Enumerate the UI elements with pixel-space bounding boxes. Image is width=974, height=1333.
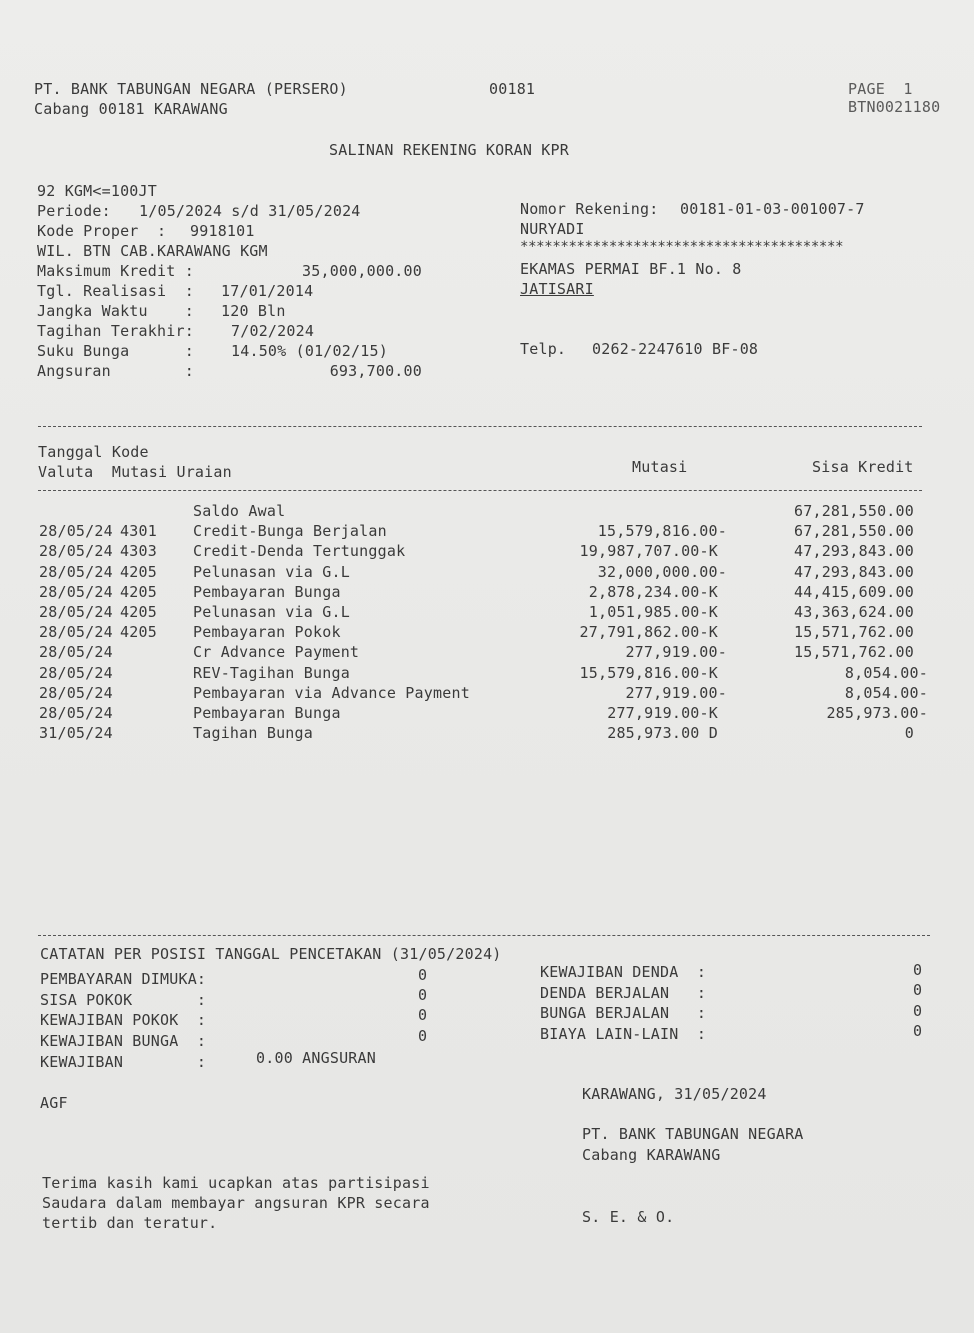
row-sisa: 285,973.00-: [826, 704, 928, 722]
masked-separator: ****************************************: [520, 239, 844, 255]
row-sisa: 8,054.00-: [844, 684, 928, 702]
tgl-realisasi-value: 17/01/2014: [221, 282, 314, 300]
page-number: PAGE 1: [848, 80, 913, 98]
row-date: 28/05/24: [39, 563, 113, 581]
row-date: 28/05/24: [39, 583, 113, 601]
row-sisa: 44,415,609.00: [794, 583, 914, 601]
signature-bank-name: PT. BANK TABUNGAN NEGARA: [582, 1125, 804, 1143]
nomor-rekening-value: 00181-01-03-001007-7: [680, 200, 865, 218]
row-code: 4205: [120, 583, 157, 601]
kode-proper-label: Kode Proper :: [37, 222, 167, 240]
row-desc: REV-Tagihan Bunga: [193, 664, 350, 682]
row-desc: Tagihan Bunga: [193, 724, 313, 742]
periode-label: Periode:: [37, 202, 111, 220]
wilayah: WIL. BTN CAB.KARAWANG KGM: [37, 242, 268, 260]
row-date: 28/05/24: [39, 522, 113, 540]
row-sisa: 67,281,550.00: [794, 522, 914, 540]
separator-head: [38, 490, 922, 491]
customer-name: NURYADI: [520, 220, 585, 238]
kewajiban-label: KEWAJIBAN :: [40, 1053, 207, 1071]
branch-name: Cabang 00181 KARAWANG: [34, 100, 228, 118]
row-desc: Pelunasan via G.L: [193, 563, 350, 581]
row-mutasi: 285,973.00 D: [607, 724, 718, 742]
row-desc: Saldo Awal: [193, 502, 286, 520]
row-sisa: 0: [904, 724, 914, 742]
separator-top: [38, 426, 922, 427]
table-head-line1: Tanggal Kode: [38, 443, 149, 461]
row-sisa: 47,293,843.00: [794, 563, 914, 581]
separator-catatan: [38, 935, 930, 936]
tagihan-terakhir-label: Tagihan Terakhir:: [37, 322, 194, 340]
thanks-line3: tertib dan teratur.: [42, 1214, 218, 1232]
thanks-line1: Terima kasih kami ucapkan atas partisipasi: [42, 1174, 430, 1192]
kewajiban-denda-value: 0: [913, 961, 923, 979]
row-mutasi: 277,919.00-K: [607, 704, 718, 722]
table-head-mutasi: Mutasi: [632, 458, 688, 476]
row-mutasi: 2,878,234.00-K: [588, 583, 718, 601]
row-mutasi: 19,987,707.00-K: [579, 542, 718, 560]
table-head-sisa-kredit: Sisa Kredit: [812, 458, 914, 476]
row-desc: Cr Advance Payment: [193, 643, 360, 661]
kewajiban-denda-label: KEWAJIBAN DENDA :: [540, 963, 707, 981]
sisa-pokok-value: 0: [418, 986, 428, 1004]
telp-value: 0262-2247610 BF-08: [592, 340, 759, 358]
tgl-realisasi-label: Tgl. Realisasi :: [37, 282, 194, 300]
row-sisa: 15,571,762.00: [794, 643, 914, 661]
pembayaran-dimuka-label: PEMBAYARAN DIMUKA:: [40, 970, 207, 988]
row-sisa: 8,054.00-: [844, 664, 928, 682]
row-mutasi: 277,919.00-: [625, 684, 727, 702]
row-desc: Pembayaran Bunga: [193, 583, 341, 601]
maksimum-kredit-value: 35,000,000.00: [302, 262, 422, 280]
row-code: 4303: [120, 542, 157, 560]
row-mutasi: 15,579,816.00-K: [579, 664, 718, 682]
row-sisa: 67,281,550.00: [794, 502, 914, 520]
row-desc: Credit-Denda Tertunggak: [193, 542, 406, 560]
kode-proper-value: 9918101: [190, 222, 255, 240]
bank-name: PT. BANK TABUNGAN NEGARA (PERSERO): [34, 80, 348, 98]
row-desc: Credit-Bunga Berjalan: [193, 522, 387, 540]
row-sisa: 15,571,762.00: [794, 623, 914, 641]
denda-berjalan-value: 0: [913, 981, 923, 999]
kewajiban-value: 0.00 ANGSURAN: [256, 1049, 376, 1067]
sisa-pokok-label: SISA POKOK :: [40, 991, 207, 1009]
customer-address-line2: JATISARI: [520, 280, 594, 298]
suku-bunga-value: 14.50% (01/02/15): [231, 342, 388, 360]
row-date: 28/05/24: [39, 643, 113, 661]
row-mutasi: 27,791,862.00-K: [579, 623, 718, 641]
angsuran-value: 693,700.00: [329, 362, 422, 380]
row-desc: Pembayaran Pokok: [193, 623, 341, 641]
errors-omissions: S. E. & O.: [582, 1208, 675, 1226]
place-date: KARAWANG, 31/05/2024: [582, 1085, 767, 1103]
periode-value: 1/05/2024 s/d 31/05/2024: [139, 202, 361, 220]
document-code: BTN0021180: [848, 98, 941, 116]
row-desc: Pelunasan via G.L: [193, 603, 350, 621]
bunga-berjalan-label: BUNGA BERJALAN :: [540, 1004, 707, 1022]
row-code: 4205: [120, 623, 157, 641]
jangka-waktu-value: 120 Bln: [221, 302, 286, 320]
customer-address-line1: EKAMAS PERMAI BF.1 No. 8: [520, 260, 742, 278]
jangka-waktu-label: Jangka Waktu :: [37, 302, 194, 320]
thanks-line2: Saudara dalam membayar angsuran KPR secara: [42, 1194, 430, 1212]
kewajiban-pokok-label: KEWAJIBAN POKOK :: [40, 1011, 207, 1029]
row-mutasi: 1,051,985.00-K: [588, 603, 718, 621]
catatan-title: CATATAN PER POSISI TANGGAL PENCETAKAN (31/05/2024): [40, 945, 502, 963]
signature-branch: Cabang KARAWANG: [582, 1146, 721, 1164]
row-date: 31/05/24: [39, 724, 113, 742]
row-desc: Pembayaran Bunga: [193, 704, 341, 722]
row-date: 28/05/24: [39, 684, 113, 702]
pembayaran-dimuka-value: 0: [418, 966, 428, 984]
kewajiban-pokok-value: 0: [418, 1006, 428, 1024]
kewajiban-bunga-label: KEWAJIBAN BUNGA :: [40, 1032, 207, 1050]
tagihan-terakhir-value: 7/02/2024: [231, 322, 315, 340]
row-code: 4301: [120, 522, 157, 540]
row-date: 28/05/24: [39, 704, 113, 722]
row-sisa: 47,293,843.00: [794, 542, 914, 560]
row-sisa: 43,363,624.00: [794, 603, 914, 621]
row-date: 28/05/24: [39, 664, 113, 682]
row-desc: Pembayaran via Advance Payment: [193, 684, 470, 702]
row-code: 4205: [120, 603, 157, 621]
branch-code: 00181: [489, 80, 536, 98]
table-head-line2: Valuta Mutasi Uraian: [38, 463, 232, 481]
page-title: SALINAN REKENING KORAN KPR: [329, 141, 569, 159]
telp-label: Telp.: [520, 340, 567, 358]
suku-bunga-label: Suku Bunga :: [37, 342, 194, 360]
row-mutasi: 32,000,000.00-: [597, 563, 727, 581]
biaya-lain-value: 0: [913, 1022, 923, 1040]
row-date: 28/05/24: [39, 603, 113, 621]
nomor-rekening-label: Nomor Rekening:: [520, 200, 659, 218]
kewajiban-bunga-value: 0: [418, 1027, 428, 1045]
biaya-lain-label: BIAYA LAIN-LAIN :: [540, 1025, 707, 1043]
row-code: 4205: [120, 563, 157, 581]
operator-code: AGF: [40, 1094, 68, 1112]
row-date: 28/05/24: [39, 623, 113, 641]
denda-berjalan-label: DENDA BERJALAN :: [540, 984, 707, 1002]
maksimum-kredit-label: Maksimum Kredit :: [37, 262, 194, 280]
loan-category: 92 KGM<=100JT: [37, 182, 157, 200]
row-date: 28/05/24: [39, 542, 113, 560]
row-mutasi: 277,919.00-: [625, 643, 727, 661]
row-mutasi: 15,579,816.00-: [597, 522, 727, 540]
bunga-berjalan-value: 0: [913, 1002, 923, 1020]
angsuran-label: Angsuran :: [37, 362, 194, 380]
